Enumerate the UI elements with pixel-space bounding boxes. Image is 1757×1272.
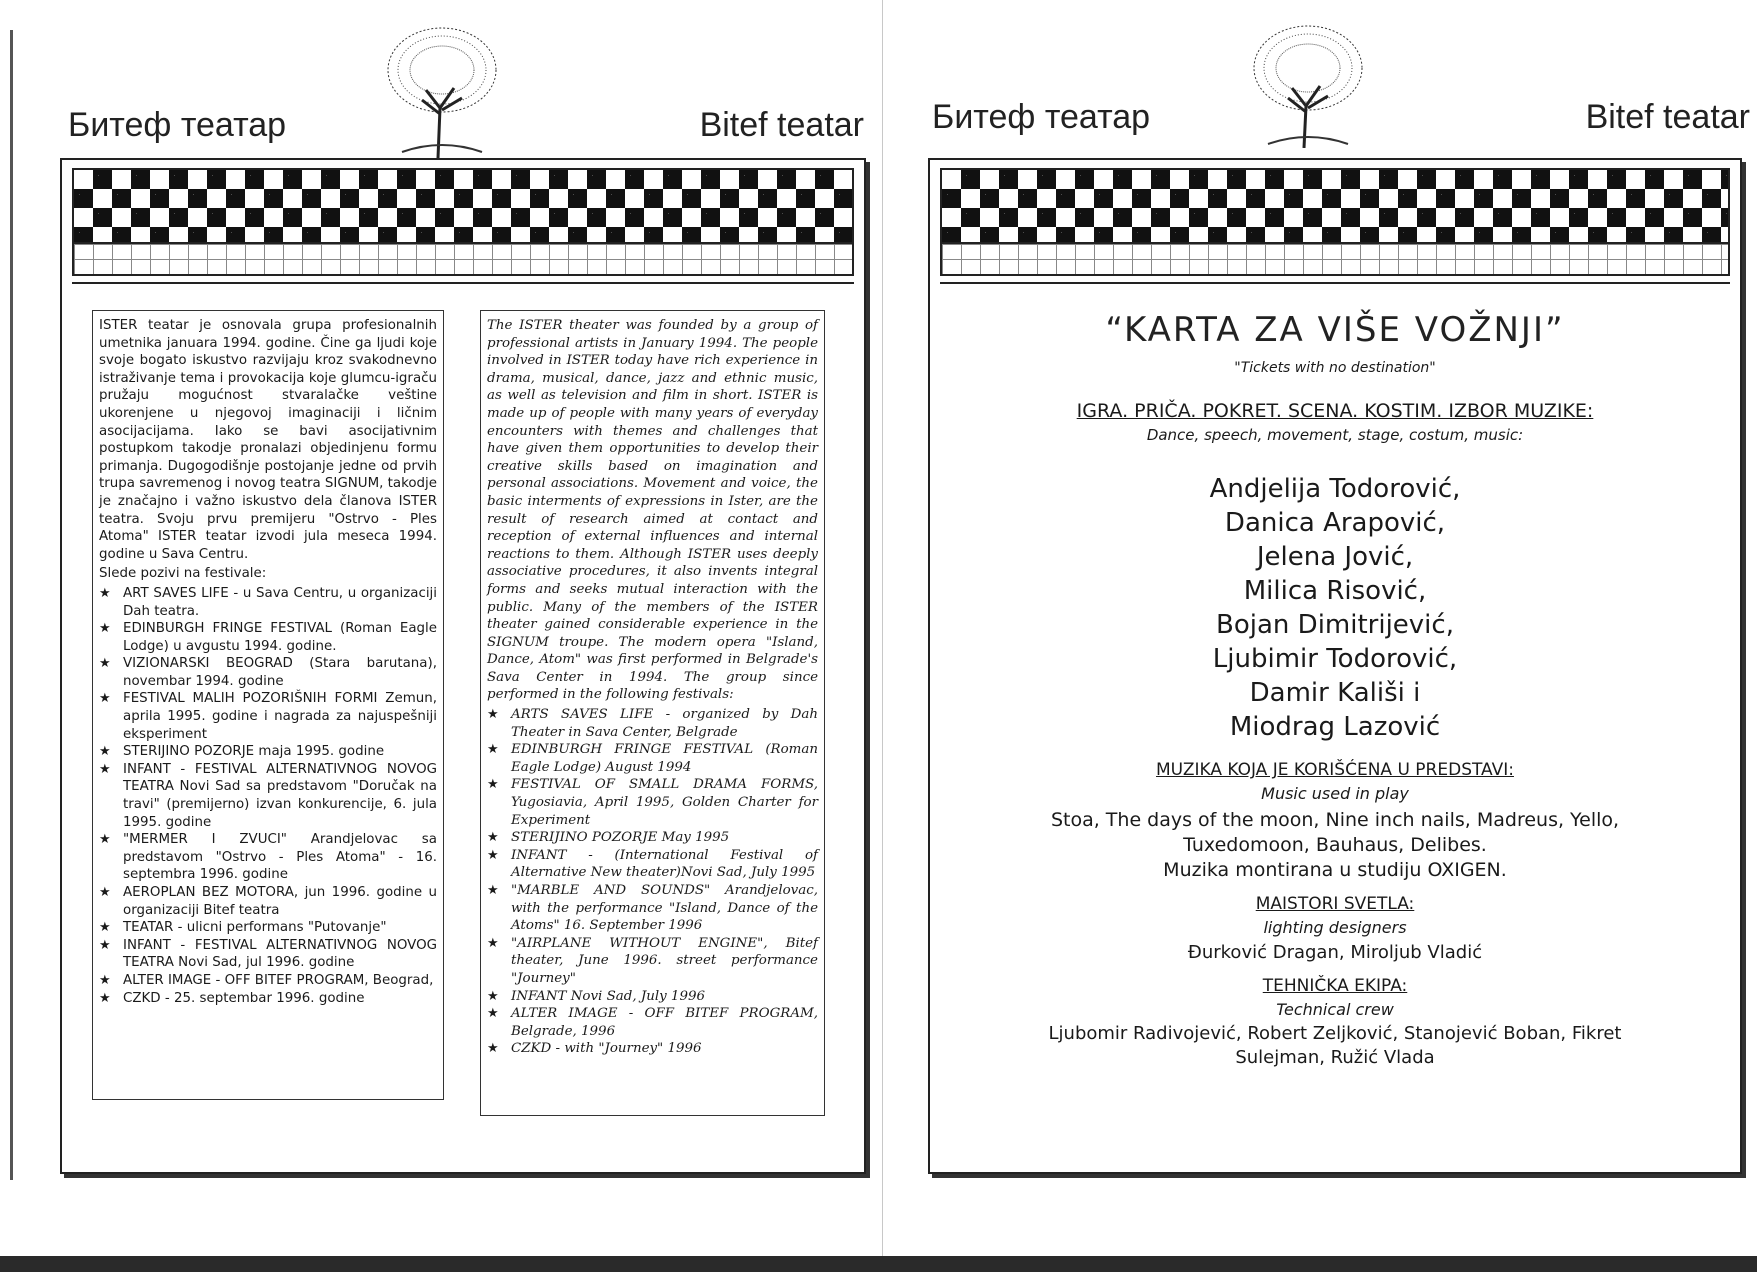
header-latin: Bitef teatar (1585, 98, 1750, 136)
cast-member: Jelena Jović, (1256, 542, 1414, 572)
list-item: ★ INFANT - FESTIVAL ALTERNATIVNOG NOVOG TEATRA Novi Sad sa predstavom "Doručak na travi" (premijerno) izvan konkurencije, 6. jula 1995. godine (99, 761, 437, 831)
english-intro: The ISTER theater was founded by a group of professional artists in January 1994. The people involved in ISTER today have rich experience in drama, musical, dance, jazz and ethnic music, as well as television and film in short. ISTER is made up of people with many years of everyday encounters with themes and challenges that have given them opportunities to develop their creative skills based on imagination and personal associations. Movement and voice, the basic interments of expressions in Ister, are the result of research aimed at contact and reception of external influences and internal reactions to them. Although ISTER uses deeply associative procedures, it also invents integral forms and seeks mutual interaction with the public. Many of the members of the ISTER theater gained considerable experience in the SIGNUM troupe. The modern opera "Island, Dance, Atom" was first performed in Belgrade's Sava Center in 1994. The group since performed in the following festivals: (487, 318, 818, 703)
list-item: ★ ALTER IMAGE - OFF BITEF PROGRAM, Belgrade, 1996 (487, 1005, 818, 1040)
muzika-subheading: Music used in play (1261, 784, 1409, 803)
list-item: ★ INFANT Novi Sad, July 1996 (487, 988, 818, 1006)
center-fold (882, 0, 883, 1272)
tree-logo-icon (1248, 18, 1368, 148)
majstori-names: Đurković Dragan, Miroljub Vladić (1187, 942, 1483, 963)
list-item: ★ "MARBLE AND SOUNDS" Arandjelovac, with the performance "Island, Dance of the Atoms" 16. September 1996 (487, 882, 818, 935)
list-item: ★ INFANT - FESTIVAL ALTERNATIVNOG NOVOG TEATRA Novi Sad, jul 1996. godine (99, 937, 437, 972)
muzika-heading: MUZIKA KOJA JE KORIŠĆENA U PREDSTAVI: (1156, 760, 1514, 780)
cast-member: Milica Risović, (1243, 576, 1427, 606)
cast-member: Damir Kališi i (1249, 678, 1421, 708)
serbian-festival-list (99, 585, 437, 1007)
frame-divider (72, 282, 854, 284)
tehnicka-heading: TEHNIČKA EKIPA: (1262, 976, 1408, 996)
cast-member: Miodrag Lazović (1229, 712, 1441, 742)
list-item: ★ "MERMER I ZVUCI" Arandjelovac sa predstavom "Ostrvo - Ples Atoma" - 16. septembra 1996. godine (99, 831, 437, 884)
cast-member: Danica Arapović, (1224, 508, 1446, 538)
scan-bottom-edge (0, 1256, 1757, 1272)
muzika-list (930, 808, 1740, 883)
serbian-festivals-lead: Slede pozivi na festivale: (99, 566, 267, 582)
frame-divider (940, 282, 1730, 284)
list-item: ★ CZKD - with "Journey" 1996 (487, 1040, 818, 1058)
left-page (10, 18, 870, 1248)
list-item: ★ FESTIVAL OF SMALL DRAMA FORMS, Yugosiavia, April 1995, Golden Charter for Experiment (487, 776, 818, 829)
list-item: ★ "AIRPLANE WITHOUT ENGINE", Bitef theater, June 1996. street performance "Journey" (487, 935, 818, 988)
english-text-column (480, 310, 825, 1116)
list-item: ★ INFANT - (International Festival of Alternative New theater)Novi Sad, July 1995 (487, 847, 818, 882)
cast-member: Andjelija Todorović, (1209, 474, 1461, 504)
list-item: ★ AEROPLAN BEZ MOTORA, jun 1996. godine u organizaciji Bitef teatra (99, 884, 437, 919)
list-item: ★ STERIJINO POZORJE May 1995 (487, 829, 818, 847)
list-item: ★ VIZIONARSKI BEOGRAD (Stara barutana), novembar 1994. godine (99, 655, 437, 690)
list-item: ★ EDINBURGH FRINGE FESTIVAL (Roman Eagle Lodge) August 1994 (487, 741, 818, 776)
serbian-intro: ISTER teatar je osnovala grupa profesionalnih umetnika januara 1994. godine. Čine ga ljudi koje svoje bogato iskustvo razvijaju kroz svakodnevno istraživanje tema i provokacija koje glumcu-igraču pružaju mogućnost stvaralačke veštine ukorenjene u njegovoj imaginaciji i ličnim asocijacijama. Iako se bavi asocijativnim postupkom takodje pronalazi objedinjenu formu primanja. Dugogodišnje postojanje jedne od prvih trupa savremenog i novog teatra SIGNUM, takodje je značajno i važno iskustvo dela članova ISTER teatra. Svoju prvu premijeru "Ostrvo - Ples Atoma" ISTER teatar izvodi jula meseca 1994. godine u Sava Centru. (99, 318, 438, 562)
list-item: ★ CZKD - 25. septembar 1996. godine (99, 990, 437, 1008)
list-item: ★ TEATAR - ulicni performans "Putovanje" (99, 919, 437, 937)
tree-logo-icon (382, 18, 502, 158)
tehnicka-names: Ljubomir Radivojević, Robert Zeljković, Stanojević Boban, Fikret Sulejman, Ružić Vlada (1048, 1023, 1622, 1068)
header-latin: Bitef teatar (699, 106, 864, 144)
muzika-studio: Muzika montirana u studiju OXIGEN. (1163, 859, 1507, 881)
igra-heading: IGRA. PRIČA. POKRET. SCENA. KOSTIM. IZBOR MUZIKE: (1076, 400, 1594, 422)
list-item: ★ ARTS SAVES LIFE - organized by Dah Theater in Sava Center, Belgrade (487, 706, 818, 741)
list-item: ★ EDINBURGH FRINGE FESTIVAL (Roman Eagle Lodge) u avgustu 1994. godine. (99, 620, 437, 655)
cast-member: Bojan Dimitrijević, (1216, 610, 1454, 640)
majstori-subheading: lighting designers (1263, 918, 1407, 937)
list-item: ★ STERIJINO POZORJE maja 1995. godine (99, 743, 437, 761)
header-cyrillic: Битеф театар (932, 98, 1151, 136)
cast-list (930, 472, 1740, 744)
content-frame (928, 158, 1742, 1174)
cast-member: Ljubimir Todorović, (1212, 644, 1458, 674)
english-festival-list (487, 706, 818, 1058)
majstori-heading: MAISTORI SVETLA: (1255, 894, 1415, 914)
checkerboard-banner (72, 168, 854, 276)
list-item: ★ ART SAVES LIFE - u Sava Centru, u organizaciji Dah teatra. (99, 585, 437, 620)
content-frame (60, 158, 866, 1174)
header-cyrillic: Битеф театар (68, 106, 287, 144)
play-subtitle: "Tickets with no destination" (1234, 360, 1436, 376)
play-title: “KARTA ZA VIŠE VOŽNJI” (1105, 310, 1565, 350)
serbian-text-column (92, 310, 444, 1100)
checkerboard-banner (940, 168, 1730, 276)
list-item: ★ FESTIVAL MALIH POZORIŠNIH FORMI Zemun, aprila 1995. godine i nagrada za najuspešniji eksperiment (99, 690, 437, 743)
right-page (888, 18, 1748, 1248)
muzika-tracks: Stoa, The days of the moon, Nine inch nails, Madreus, Yello, Tuxedomoon, Bauhaus, Delibes. (1050, 809, 1620, 856)
list-item: ★ ALTER IMAGE - OFF BITEF PROGRAM, Beograd, (99, 972, 437, 990)
igra-subheading: Dance, speech, movement, stage, costum, music: (1146, 426, 1524, 444)
tehnicka-subheading: Technical crew (1276, 1000, 1394, 1019)
